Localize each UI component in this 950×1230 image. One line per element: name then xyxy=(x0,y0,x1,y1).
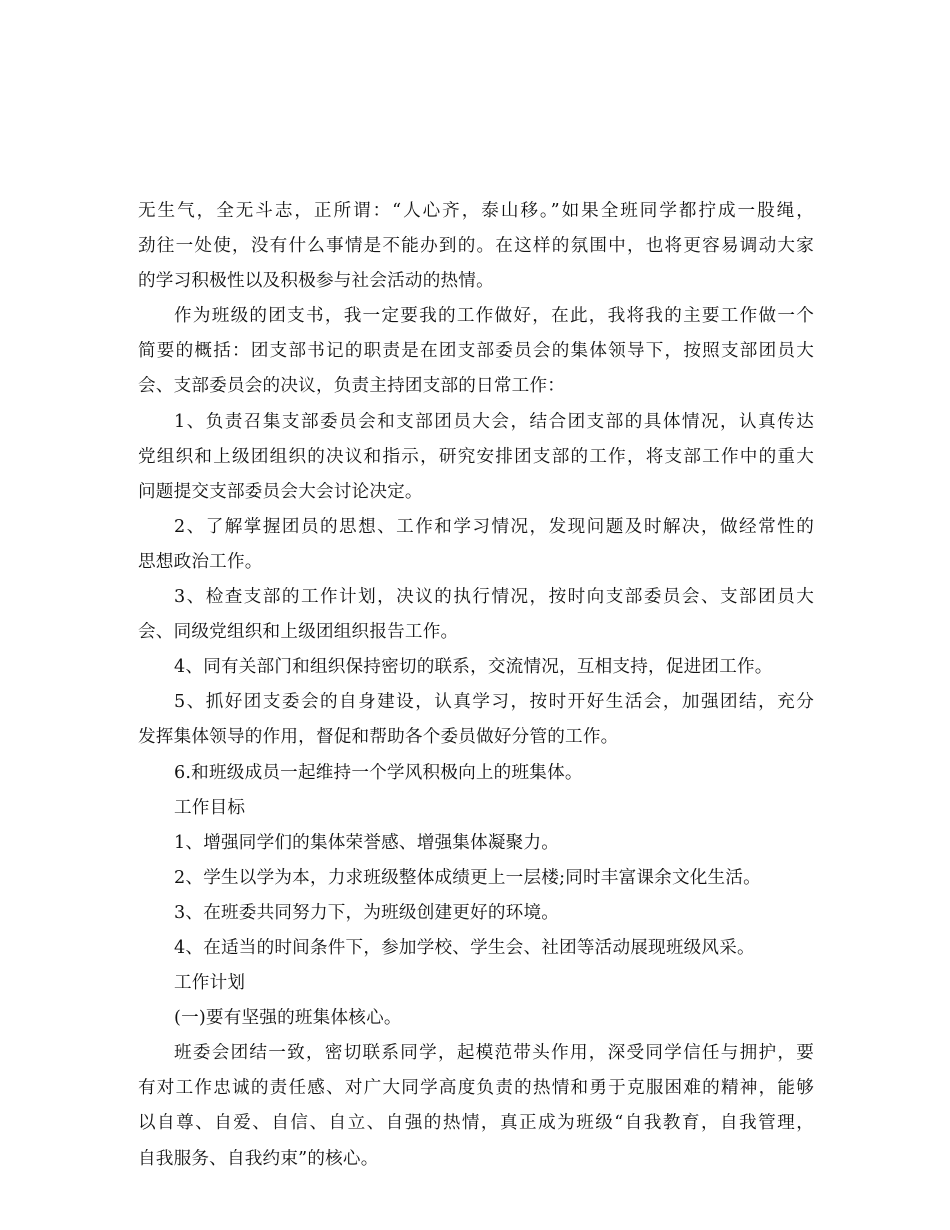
paragraph xyxy=(138,756,814,791)
text-line: 6.和班级成员一起维持一个学风积极向上的班集体。 xyxy=(174,762,583,783)
text-line: 简要的概括：团支部书记的职责是在团支部委员会的集体领导下，按照支部团员大 xyxy=(138,341,814,362)
paragraph xyxy=(138,1001,814,1036)
text-line: 作为班级的团支书，我一定要我的工作做好，在此，我将我的主要工作做一个 xyxy=(174,306,814,327)
text-line: 有对工作忠诚的责任感、对广大同学高度负责的热情和勇于克服困难的精神，能够 xyxy=(138,1078,814,1099)
text-line: 1、增强同学们的集体荣誉感、增强集体凝聚力。 xyxy=(174,832,560,853)
text-line: 会、同级党组织和上级团组织报告工作。 xyxy=(138,622,459,643)
paragraph xyxy=(138,685,814,755)
text-line: 的学习积极性以及积极参与社会活动的热情。 xyxy=(138,271,494,292)
paragraph xyxy=(138,299,814,404)
text-line: 无生气，全无斗志，正所谓：“人心齐，泰山移。”如果全班同学都拧成一股绳， xyxy=(138,201,814,221)
paragraph xyxy=(138,791,814,826)
text-line: 以自尊、自爱、自信、自立、自强的热情，真正成为班级“自我教育，自我管理， xyxy=(138,1113,814,1134)
text-line: 2、学生以学为本，力求班级整体成绩更上一层楼;同时丰富课余文化生活。 xyxy=(174,867,761,888)
text-line: 4、在适当的时间条件下，参加学校、学生会、社团等活动展现班级风采。 xyxy=(174,937,755,958)
paragraph xyxy=(138,861,814,896)
paragraph xyxy=(138,194,814,299)
paragraph xyxy=(138,580,814,650)
text-line: 4、同有关部门和组织保持密切的联系，交流情况，互相支持，促进团工作。 xyxy=(174,657,773,678)
text-line: 思想政治工作。 xyxy=(138,551,263,572)
paragraph xyxy=(138,826,814,861)
text-line: 5、抓好团支委会的自身建设，认真学习，按时开好生活会，加强团结，充分 xyxy=(174,692,814,713)
text-line: 3、检查支部的工作计划，决议的执行情况，按时向支部委员会、支部团员大 xyxy=(174,587,814,608)
text-line: (一)要有坚强的班集体核心。 xyxy=(174,1008,402,1029)
paragraph xyxy=(138,896,814,931)
text-line: 3、在班委共同努力下，为班级创建更好的环境。 xyxy=(174,902,560,923)
text-line: 1、负责召集支部委员会和支部团员大会，结合团支部的具体情况，认真传达 xyxy=(174,411,814,432)
text-line: 党组织和上级团组织的决议和指示，研究安排团支部的工作，将支部工作中的重大 xyxy=(138,446,814,467)
text-line: 劲往一处使，没有什么事情是不能办到的。在这样的氛围中，也将更容易调动大家 xyxy=(138,236,814,257)
text-line: 2、了解掌握团员的思想、工作和学习情况，发现问题及时解决，做经常性的 xyxy=(174,516,814,537)
paragraph xyxy=(138,405,814,510)
text-line: 自我服务、自我约束”的核心。 xyxy=(138,1148,379,1169)
paragraph xyxy=(138,1036,814,1176)
text-line: 发挥集体领导的作用，督促和帮助各个委员做好分管的工作。 xyxy=(138,727,619,748)
text-line: 问题提交支部委员会大会讨论决定。 xyxy=(138,481,423,502)
text-line: 会、支部委员会的决议，负责主持团支部的日常工作： xyxy=(138,376,566,397)
paragraph xyxy=(138,510,814,580)
paragraph xyxy=(138,931,814,966)
text-line: 班委会团结一致，密切联系同学，起模范带头作用，深受同学信任与拥护，要 xyxy=(174,1043,814,1064)
text-line: 工作计划 xyxy=(174,973,246,994)
text-line: 工作目标 xyxy=(174,797,246,818)
paragraph xyxy=(138,650,814,685)
document-body xyxy=(138,194,814,1177)
paragraph xyxy=(138,966,814,1001)
